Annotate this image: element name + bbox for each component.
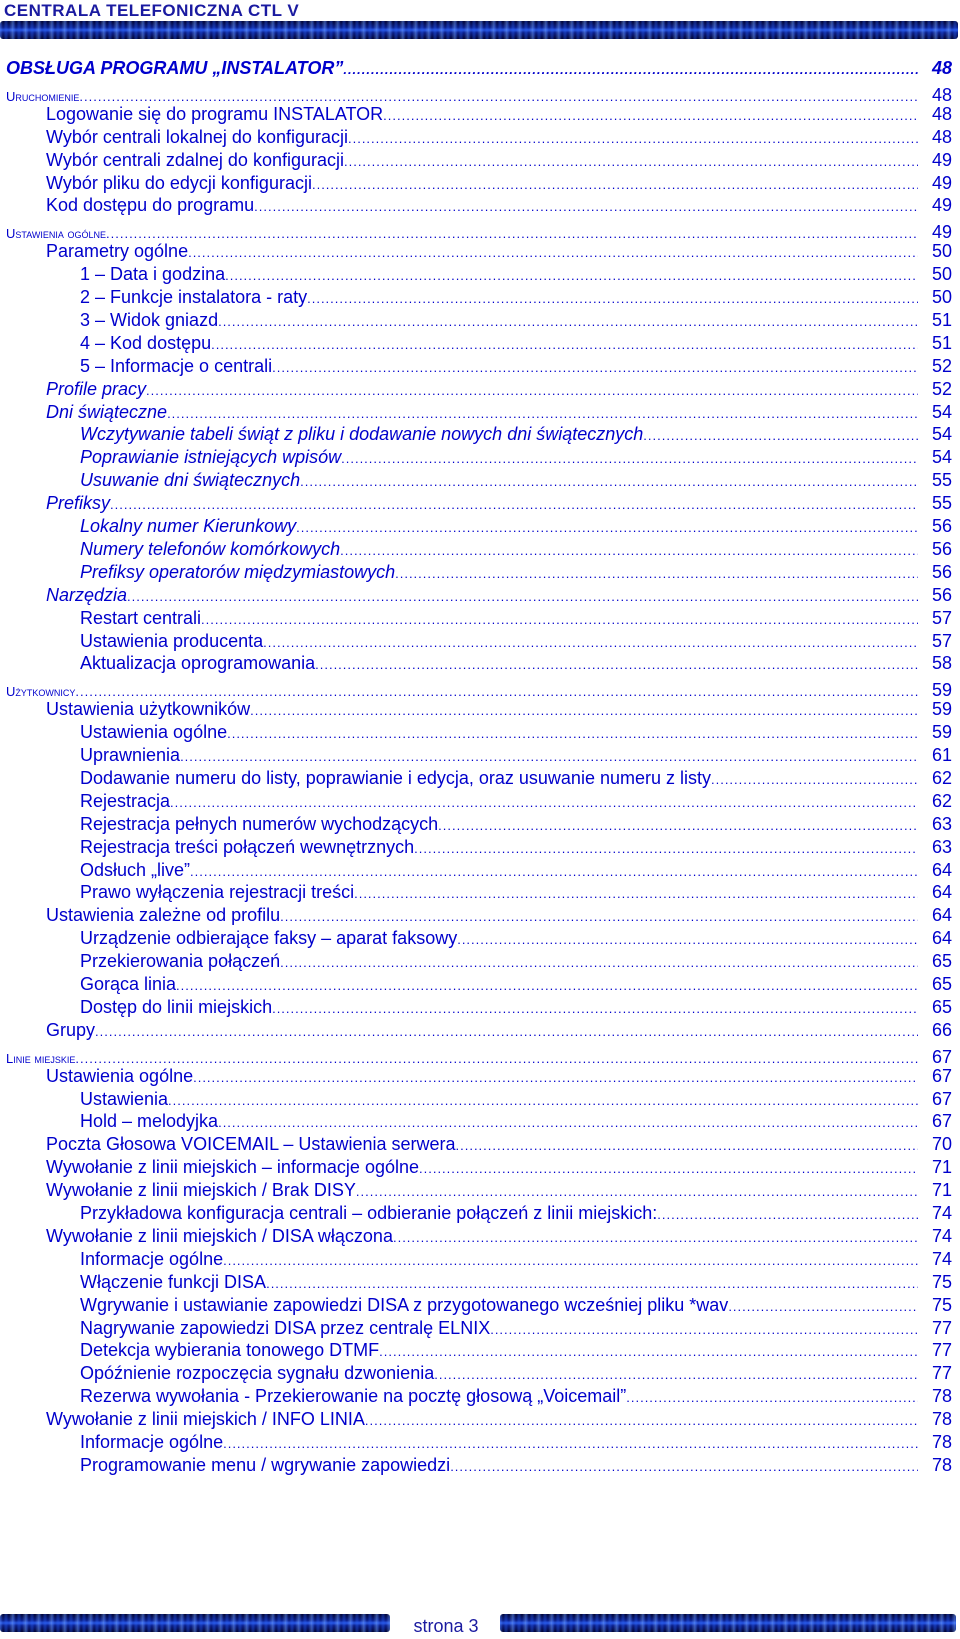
toc-entry-page: 49 [931,195,952,216]
toc-entry-page: 59 [931,722,952,743]
toc-entry-page: 54 [931,401,952,422]
toc-entry-page: 67 [931,1065,952,1086]
toc-entry-page: 78 [931,1409,952,1430]
toc-entry-page: 65 [931,996,952,1017]
toc-entry-page: 55 [931,493,952,514]
toc-entry[interactable] [6,127,952,151]
toc-entry[interactable] [6,264,952,288]
toc-entry-title: Dodawanie numeru do listy, poprawianie i edycja, oraz usuwanie numeru z listy [80,767,711,788]
toc-entry-page: 56 [931,538,952,559]
toc-entry-page: 48 [931,84,952,105]
toc-entry[interactable] [6,1455,952,1479]
toc-entry[interactable] [6,1111,952,1135]
dot-leader [343,62,918,77]
toc-entry[interactable] [6,1226,952,1250]
dot-leader [272,1001,918,1016]
toc-entry-title: Numery telefonów komórkowych [80,538,341,559]
toc-entry-page: 70 [931,1134,952,1155]
toc-entry[interactable] [6,81,952,105]
toc-entry-title: Ustawienia [80,1088,169,1109]
toc-entry-title: 4 – Kod dostępu [80,332,212,353]
toc-entry-title: Dostęp do linii miejskich [80,996,273,1017]
dot-leader [365,1413,918,1428]
toc-entry[interactable] [6,1134,952,1158]
dot-leader [95,1024,918,1039]
toc-entry[interactable] [6,562,952,586]
toc-entry[interactable] [6,768,952,792]
toc-entry[interactable] [6,1180,952,1204]
toc-entry-title: Rejestracja pełnych numerów wychodzących [80,813,439,834]
toc-entry-page: 64 [931,882,952,903]
dot-leader [106,226,918,241]
toc-entry-title: Uruchomienie [6,88,80,104]
toc-entry[interactable] [6,150,952,174]
dot-leader [348,131,918,146]
dot-leader [127,589,918,604]
toc-entry-title: Wywołanie z linii miejskich – informacje ogólne [46,1157,419,1178]
dot-leader [344,154,918,169]
dot-leader [227,726,918,741]
toc-entry-page: 49 [931,222,952,243]
dot-leader [167,406,918,421]
toc-entry-page: 57 [931,607,952,628]
toc-entry-title: Wybór pliku do edycji konfiguracji [46,172,312,193]
dot-leader [266,1276,918,1291]
dot-leader [263,635,918,650]
toc-entry[interactable] [6,470,952,494]
toc-entry-page: 50 [931,264,952,285]
dot-leader [711,772,918,787]
toc-entry-page: 64 [931,928,952,949]
dot-leader [201,612,918,627]
toc-entry[interactable] [6,791,952,815]
toc-entry[interactable] [6,539,952,563]
toc-entry-page: 67 [931,1088,952,1109]
toc-entry-title: Kod dostępu do programu [46,195,255,216]
dot-leader [296,520,918,535]
toc-entry[interactable] [6,745,952,769]
dot-leader [312,177,918,192]
dot-leader [211,337,918,352]
toc-entry-page: 56 [931,561,952,582]
toc-entry-page: 71 [931,1157,952,1178]
dot-leader [450,1459,918,1474]
toc-entry[interactable] [6,1272,952,1296]
toc-entry[interactable] [6,1386,952,1410]
toc-entry-title: Grupy [46,1019,96,1040]
toc-entry-title: Ustawienia ogólne [46,1065,194,1086]
toc-entry-page: 65 [931,951,952,972]
toc-entry[interactable] [6,631,952,655]
dot-leader [75,684,918,699]
toc-entry-page: 58 [931,653,952,674]
toc-entry-page: 50 [931,287,952,307]
toc-entry-page: 78 [931,1386,952,1407]
dot-leader [180,749,918,764]
toc-entry-title: Usuwanie dni świątecznych [80,470,301,491]
toc-entry[interactable] [6,653,952,677]
toc-entry-title: Hold – melodyjka [80,1111,219,1132]
toc-entry-title: Linie miejskie [6,1050,76,1066]
toc-entry-title: Restart centrali [80,607,202,628]
dot-leader [395,566,918,581]
toc-entry-page: 48 [931,126,952,147]
toc-entry-page: 78 [931,1432,952,1452]
toc-entry[interactable] [6,1089,952,1113]
toc-entry-page: 55 [931,470,952,491]
toc-entry-title: Ustawienia producenta [80,630,264,651]
dot-leader [146,383,918,398]
toc-entry[interactable] [6,860,952,884]
toc-entry-title: Prefiksy [46,493,111,514]
dot-leader [383,108,918,123]
toc-entry-title: 3 – Widok gniazd [80,309,219,330]
dot-leader [223,1436,918,1451]
toc-entry-title: Poczta Głosowa VOICEMAIL – Ustawienia serwera [46,1134,456,1155]
toc-entry-page: 74 [931,1225,952,1246]
toc-entry-title: Gorąca linia [80,974,177,994]
toc-entry[interactable] [6,333,952,357]
toc-entry-title: Nagrywanie zapowiedzi DISA przez centralę ELNIX [80,1317,491,1338]
toc-entry-page: 65 [931,974,952,994]
dot-leader [438,818,918,833]
toc-entry[interactable] [6,402,952,426]
toc-entry[interactable] [6,722,952,746]
toc-entry[interactable] [6,608,952,632]
dot-leader [490,1322,918,1337]
toc-entry-title: Ustawienia użytkowników [46,699,251,720]
dot-leader [300,474,918,489]
toc-entry-title: Ustawienia ogólne [6,226,107,242]
toc-entry[interactable] [6,1066,952,1090]
toc-entry[interactable] [6,287,952,311]
dot-leader [75,1051,918,1066]
toc-entry-title: Opóźnienie rozpoczęcia sygnału dzwonienia [80,1363,435,1384]
toc-entry[interactable] [6,951,952,975]
toc-entry-title: Narzędzia [46,584,128,605]
page-number: strona 3 [413,1616,479,1636]
toc-entry-page: 74 [931,1248,952,1269]
toc-entry[interactable] [6,1363,952,1387]
toc-entry-title: Dni świąteczne [46,401,168,422]
toc-entry-title: 1 – Data i godzina [80,264,226,285]
toc-entry-page: 50 [931,241,952,262]
dot-leader [223,1253,918,1268]
dot-leader [643,428,918,443]
page-header [0,0,960,40]
toc-entry-page: 77 [931,1340,952,1361]
toc-entry[interactable] [6,1157,952,1181]
toc-entry-title: Poprawianie istniejących wpisów [80,447,342,468]
toc-entry[interactable] [6,882,952,906]
toc-entry[interactable] [6,1249,952,1273]
toc-entry[interactable] [6,974,952,998]
toc-entry[interactable] [6,837,952,861]
toc-entry-title: Przekierowania połączeń [80,951,281,972]
toc-entry-page: 57 [931,630,952,651]
toc-entry-title: Wybór centrali zdalnej do konfiguracji [46,149,344,170]
dot-leader [250,703,918,718]
dot-leader [354,886,918,901]
toc-entry[interactable] [6,195,952,219]
dot-leader [188,245,918,260]
toc-entry-title: Uprawnienia [80,745,181,765]
toc-entry[interactable] [6,585,952,609]
toc-entry[interactable] [6,1318,952,1342]
dot-leader [218,1115,918,1130]
toc-entry-title: Wywołanie z linii miejskich / DISA włączona [46,1225,393,1246]
toc-entry-page: 75 [931,1271,952,1292]
dot-leader [315,657,918,672]
toc-entry-page: 75 [931,1294,952,1315]
toc-entry[interactable] [6,1043,952,1067]
toc-entry-title: Włączenie funkcji DISA [80,1271,267,1292]
toc-entry[interactable] [6,104,952,128]
toc-entry-title: OBSŁUGA PROGRAMU „INSTALATOR” [6,58,344,78]
toc-entry-title: Informacje ogólne [80,1432,224,1452]
toc-entry-title: Ustawienia ogólne [80,722,228,743]
toc-entry-page: 54 [931,424,952,445]
toc-entry[interactable] [6,1340,952,1364]
toc-entry[interactable] [6,218,952,242]
toc-entry-page: 64 [931,905,952,926]
dot-leader [307,291,918,306]
toc-entry-page: 62 [931,790,952,811]
toc-entry-title: Parametry ogólne [46,241,189,262]
dot-leader [170,795,918,810]
toc-entry-page: 71 [931,1180,952,1201]
toc-entry-page: 67 [931,1046,952,1067]
toc-entry[interactable] [6,241,952,265]
dot-leader [193,1070,918,1085]
toc-entry-page: 61 [931,745,952,765]
toc-entry-page: 59 [931,699,952,720]
dot-leader [225,268,918,283]
toc-entry-title: Lokalny numer Kierunkowy [80,516,297,536]
page-footer [0,1604,960,1639]
dot-leader [190,864,918,879]
toc-entry[interactable] [6,699,952,723]
toc-entry-page: 52 [931,355,952,376]
toc-entry-title: Wgrywanie i ustawianie zapowiedzi DISA z przygotowanego wcześniej pliku *wav [80,1294,729,1315]
toc-entry-title: Rejestracja treści połączeń wewnętrznych [80,836,415,857]
dot-leader [341,451,918,466]
toc-entry[interactable] [6,676,952,700]
toc-entry-page: 56 [931,516,952,536]
toc-entry[interactable] [6,1203,952,1227]
toc-entry[interactable] [6,447,952,471]
toc-entry-title: Prawo wyłączenia rejestracji treści [80,882,355,903]
footer-decorative-bar-right [500,1614,956,1632]
toc-entry[interactable] [6,997,952,1021]
dot-leader [168,1093,918,1108]
toc-entry[interactable] [6,310,952,334]
toc-entry-page: 54 [931,447,952,468]
dot-leader [434,1367,918,1382]
dot-leader [456,1138,919,1153]
toc-entry[interactable] [6,356,952,380]
toc-entry-page: 56 [931,584,952,605]
toc-entry-title: Informacje ogólne [80,1248,224,1269]
dot-leader [457,932,918,947]
toc-entry-title: Rejestracja [80,790,171,811]
toc-entry[interactable] [6,516,952,540]
dot-leader [79,89,918,104]
dot-leader [414,841,918,856]
toc-entry[interactable] [6,424,952,448]
toc-entry-page: 49 [931,149,952,170]
dot-leader [340,543,918,558]
document-title: CENTRALA TELEFONICZNA CTL V [4,1,300,20]
footer-decorative-bar-left [0,1614,390,1632]
toc-entry[interactable] [6,928,952,952]
toc-entry-title: Wybór centrali lokalnej do konfiguracji [46,126,348,147]
toc-entry-title: Użytkownicy [6,684,76,700]
dot-leader [218,314,918,329]
toc-entry-title: Prefiksy operatorów międzymiastowych [80,561,396,582]
dot-leader [379,1344,918,1359]
toc-entry-title: Urządzenie odbierające faksy – aparat faksowy [80,928,458,949]
toc-entry-page: 77 [931,1317,952,1338]
toc-entry-title: Aktualizacja oprogramowania [80,653,316,674]
dot-leader [280,955,918,970]
header-decorative-bar [0,21,958,39]
toc-entry[interactable] [6,1020,952,1044]
toc-entry-title: Rezerwa wywołania - Przekierowanie na pocztę głosową „Voicemail” [80,1386,627,1407]
toc-entry-title: 2 – Funkcje instalatora - raty [80,287,308,307]
toc-entry[interactable] [6,379,952,403]
toc-entry-page: 78 [931,1454,952,1475]
toc-entry-title: Wywołanie z linii miejskich / Brak DISY [46,1180,356,1201]
toc-entry-page: 62 [931,767,952,788]
toc-entry-title: Przykładowa konfiguracja centrali – odbieranie połączeń z linii miejskich: [80,1203,658,1223]
toc-entry-title: Odsłuch „live” [80,859,191,880]
toc-entry-title: Programowanie menu / wgrywanie zapowiedzi [80,1454,451,1475]
toc-entry-page: 51 [931,332,952,353]
dot-leader [419,1161,918,1176]
toc-entry[interactable] [6,58,952,82]
toc-entry-page: 64 [931,859,952,880]
toc-entry-page: 77 [931,1363,952,1384]
toc-entry-title: Wywołanie z linii miejskich / INFO LINIA [46,1409,365,1430]
toc-entry-page: 67 [931,1111,952,1132]
toc-entry-page: 74 [931,1203,952,1223]
toc-entry-title: 5 – Informacje o centrali [80,355,273,376]
dot-leader [393,1230,918,1245]
dot-leader [176,978,918,993]
toc-entry-title: Detekcja wybierania tonowego DTMF [80,1340,380,1361]
toc-entry[interactable] [6,905,952,929]
dot-leader [657,1207,918,1222]
toc-entry[interactable] [6,1295,952,1319]
dot-leader [254,199,918,214]
dot-leader [356,1184,918,1199]
toc-entry[interactable] [6,1432,952,1456]
dot-leader [280,909,918,924]
toc-entry-page: 59 [931,680,952,701]
toc-entry-page: 51 [931,309,952,330]
toc-entry-title: Profile pracy [46,378,147,399]
toc-entry-title: Ustawienia zależne od profilu [46,905,281,926]
toc-entry-page: 49 [931,172,952,193]
toc-entry[interactable] [6,814,952,838]
dot-leader [272,360,918,375]
toc-entry-page: 48 [931,58,952,78]
toc-entry-title: Logowanie się do programu INSTALATOR [46,103,384,124]
toc-entry-page: 48 [931,103,952,124]
toc-entry[interactable] [6,493,952,517]
toc-entry[interactable] [6,1409,952,1433]
toc-entry-title: Wczytywanie tabeli świąt z pliku i dodawanie nowych dni świątecznych [80,424,644,445]
toc-entry-page: 66 [931,1019,952,1040]
toc-entry-page: 63 [931,813,952,834]
dot-leader [110,497,918,512]
toc-entry[interactable] [6,173,952,197]
dot-leader [728,1299,918,1314]
dot-leader [626,1390,918,1405]
toc-entry-page: 63 [931,836,952,857]
toc-entry-page: 52 [931,378,952,399]
